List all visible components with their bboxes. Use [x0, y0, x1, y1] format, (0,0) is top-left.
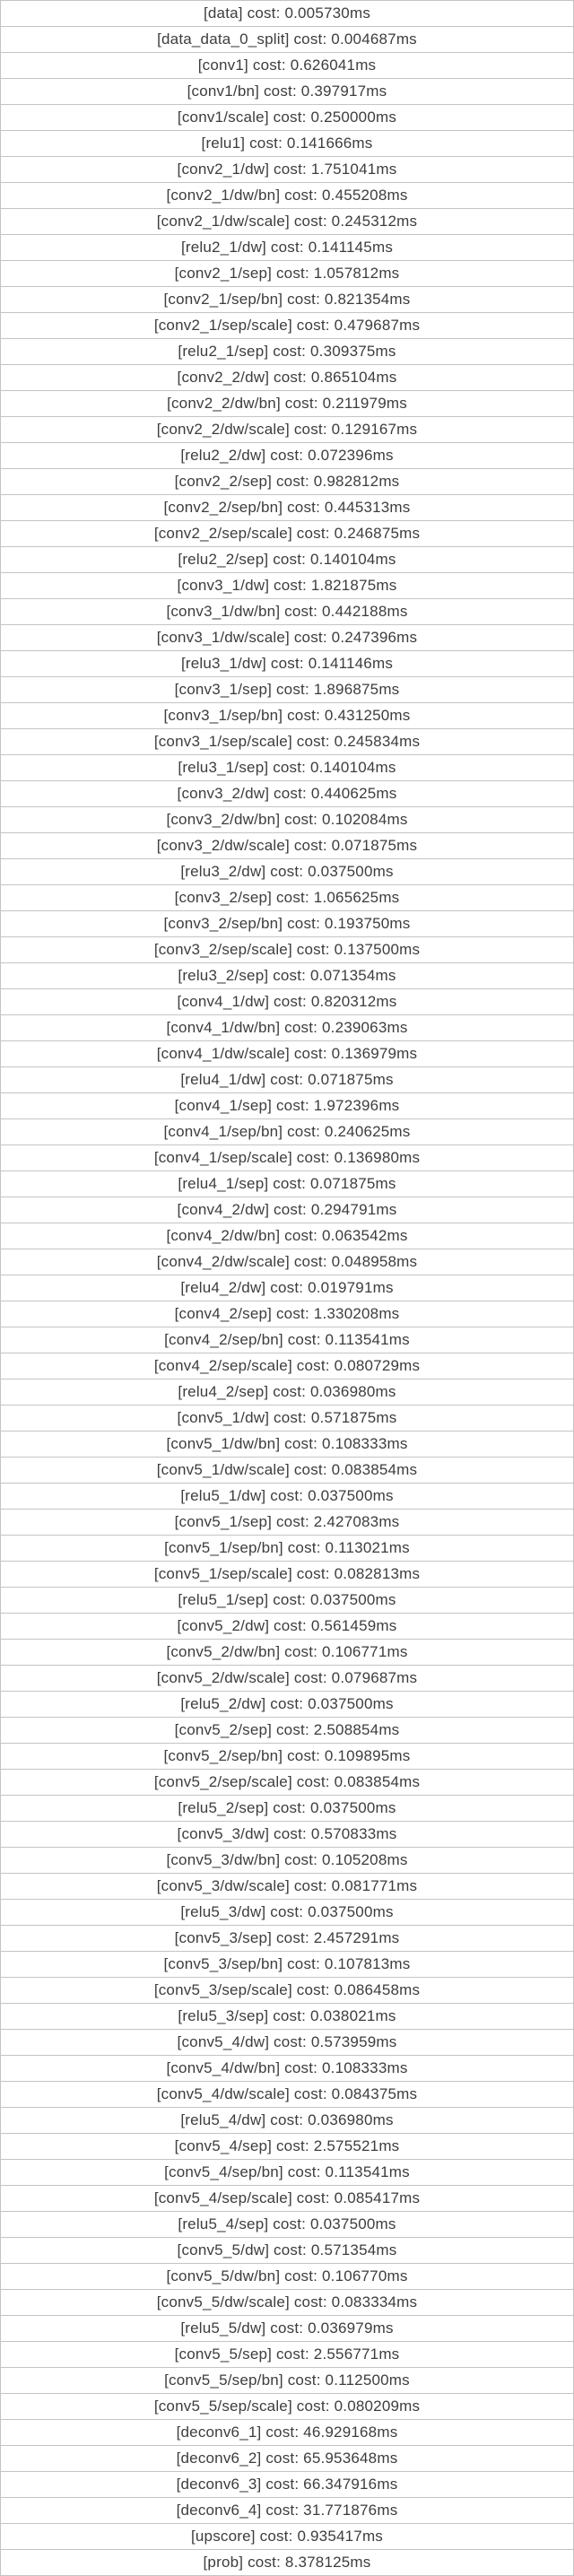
cost-row [0, 2133, 574, 2160]
cost-row-label: [conv2_2/sep/bn] cost: 0.445313ms [163, 499, 411, 516]
cost-row [0, 2159, 574, 2186]
cost-row-label: [relu5_1/dw] cost: 0.037500ms [180, 1487, 394, 1504]
cost-row [0, 2471, 574, 2498]
cost-row [0, 338, 574, 365]
cost-row [0, 1821, 574, 1848]
cost-row-label: [conv5_2/dw] cost: 0.561459ms [177, 1617, 397, 1634]
cost-row [0, 286, 574, 313]
cost-row-label: [conv4_1/dw/scale] cost: 0.136979ms [156, 1045, 418, 1062]
cost-row [0, 130, 574, 157]
cost-row [0, 260, 574, 287]
cost-row-label: [conv3_1/dw] cost: 1.821875ms [177, 577, 397, 594]
cost-row-label: [relu4_2/sep] cost: 0.036980ms [178, 1383, 396, 1400]
cost-row [0, 858, 574, 885]
cost-row [0, 1092, 574, 1119]
cost-row-label: [conv3_2/sep/scale] cost: 0.137500ms [153, 941, 421, 958]
cost-row [0, 1014, 574, 1041]
cost-row [0, 1639, 574, 1666]
cost-row-label: [deconv6_4] cost: 31.771876ms [176, 2502, 398, 2519]
cost-row [0, 2393, 574, 2420]
cost-row [0, 364, 574, 391]
cost-row-label: [deconv6_3] cost: 66.347916ms [176, 2476, 398, 2493]
cost-row [0, 910, 574, 937]
cost-row-label: [conv5_2/sep/bn] cost: 0.109895ms [163, 1747, 411, 1764]
cost-row-label: [conv5_3/sep/bn] cost: 0.107813ms [163, 1955, 411, 1972]
cost-row [0, 2497, 574, 2524]
cost-row [0, 2003, 574, 2030]
cost-row-label: [conv5_3/dw/scale] cost: 0.081771ms [156, 1877, 418, 1894]
cost-row [0, 1587, 574, 1614]
cost-row [0, 1509, 574, 1536]
cost-row-label: [conv1/scale] cost: 0.250000ms [177, 109, 397, 126]
cost-row-label: [data_data_0_split] cost: 0.004687ms [157, 30, 417, 48]
cost-row-label: [conv2_1/dw/scale] cost: 0.245312ms [156, 213, 418, 230]
cost-row-label: [conv5_2/dw/scale] cost: 0.079687ms [156, 1669, 418, 1686]
cost-row [0, 52, 574, 79]
cost-row-label: [conv5_2/sep] cost: 2.508854ms [174, 1721, 400, 1738]
cost-row [0, 884, 574, 911]
cost-row-label: [conv3_2/dw/scale] cost: 0.071875ms [156, 837, 418, 854]
cost-row-label: [upscore] cost: 0.935417ms [190, 2528, 384, 2545]
cost-row-label: [conv5_5/sep/bn] cost: 0.112500ms [164, 2371, 410, 2389]
cost-row [0, 1561, 574, 1588]
cost-row-label: [relu4_1/dw] cost: 0.071875ms [180, 1071, 394, 1088]
cost-row-label: [relu3_2/sep] cost: 0.071354ms [178, 967, 396, 984]
cost-row [0, 754, 574, 781]
cost-row [0, 2445, 574, 2472]
cost-row-label: [prob] cost: 8.378125ms [203, 2554, 371, 2571]
cost-row-label: [relu2_2/sep] cost: 0.140104ms [178, 551, 396, 568]
cost-row [0, 1327, 574, 1353]
cost-row-label: [conv1/bn] cost: 0.397917ms [187, 83, 387, 100]
cost-row-label: [conv3_2/dw/bn] cost: 0.102084ms [166, 811, 408, 828]
cost-row-label: [conv4_2/dw] cost: 0.294791ms [177, 1201, 397, 1218]
cost-row-label: [conv5_1/dw] cost: 0.571875ms [177, 1409, 397, 1426]
cost-row [0, 1353, 574, 1379]
cost-row [0, 1457, 574, 1484]
cost-row [0, 1171, 574, 1197]
cost-row [0, 702, 574, 729]
cost-row [0, 1118, 574, 1145]
cost-row [0, 1873, 574, 1900]
cost-row [0, 2185, 574, 2212]
cost-row [0, 624, 574, 651]
cost-row [0, 104, 574, 131]
cost-row [0, 416, 574, 443]
cost-row [0, 650, 574, 677]
cost-row-label: [conv5_3/dw] cost: 0.570833ms [177, 1825, 397, 1842]
cost-row [0, 2315, 574, 2342]
cost-row [0, 442, 574, 469]
cost-row [0, 1691, 574, 1718]
cost-row-label: [conv5_1/dw/bn] cost: 0.108333ms [166, 1435, 408, 1452]
cost-row [0, 2237, 574, 2264]
cost-row [0, 494, 574, 521]
cost-row [0, 832, 574, 859]
cost-row-label: [conv2_1/dw] cost: 1.751041ms [177, 161, 397, 178]
cost-row [0, 1899, 574, 1926]
cost-row-label: [conv2_1/dw/bn] cost: 0.455208ms [166, 187, 408, 204]
cost-row [0, 1951, 574, 1978]
cost-row-label: [relu5_4/sep] cost: 0.037500ms [178, 2215, 396, 2232]
cost-row-label: [conv1] cost: 0.626041ms [197, 57, 377, 74]
cost-row-label: [conv5_3/sep] cost: 2.457291ms [174, 1929, 400, 1946]
cost-row-label: [conv4_2/sep] cost: 1.330208ms [174, 1305, 400, 1322]
cost-row-label: [conv3_2/sep] cost: 1.065625ms [174, 889, 400, 906]
cost-row [0, 1405, 574, 1432]
cost-row-label: [conv3_1/sep/bn] cost: 0.431250ms [163, 707, 411, 724]
cost-row-label: [conv4_2/dw/bn] cost: 0.063542ms [166, 1227, 408, 1244]
cost-row-label: [conv3_1/dw/scale] cost: 0.247396ms [156, 629, 418, 646]
cost-row-label: [conv5_1/sep/scale] cost: 0.082813ms [153, 1565, 421, 1582]
cost-row-label: [conv3_2/sep/bn] cost: 0.193750ms [163, 915, 411, 932]
cost-row [0, 2211, 574, 2238]
cost-row-label: [conv4_1/sep] cost: 1.972396ms [174, 1097, 400, 1114]
cost-row-label: [conv3_2/dw] cost: 0.440625ms [177, 785, 397, 802]
cost-row-label: [conv5_5/dw] cost: 0.571354ms [177, 2241, 397, 2258]
cost-row [0, 1223, 574, 1249]
cost-row [0, 2055, 574, 2082]
cost-row [0, 26, 574, 53]
cost-row [0, 1613, 574, 1640]
cost-row-label: [conv4_1/sep/scale] cost: 0.136980ms [153, 1149, 421, 1166]
cost-row-label: [relu3_2/dw] cost: 0.037500ms [180, 863, 394, 880]
cost-row-label: [conv2_2/sep] cost: 0.982812ms [174, 473, 400, 490]
cost-row [0, 1144, 574, 1171]
cost-row [0, 182, 574, 209]
cost-row-label: [relu4_2/dw] cost: 0.019791ms [180, 1279, 394, 1296]
cost-row [0, 1249, 574, 1275]
cost-row-label: [conv2_2/dw/scale] cost: 0.129167ms [156, 421, 418, 438]
cost-row-label: [relu5_2/dw] cost: 0.037500ms [180, 1695, 394, 1712]
cost-row-label: [conv5_5/dw/scale] cost: 0.083334ms [156, 2293, 418, 2311]
cost-row-label: [conv5_5/sep] cost: 2.556771ms [174, 2345, 400, 2363]
cost-row [0, 1431, 574, 1458]
cost-row-label: [conv5_4/dw/bn] cost: 0.108333ms [166, 2059, 408, 2076]
cost-row-label: [relu5_3/dw] cost: 0.037500ms [180, 1903, 394, 1920]
cost-row-label: [relu5_5/dw] cost: 0.036979ms [180, 2319, 394, 2337]
cost-row [0, 1925, 574, 1952]
cost-row [0, 1743, 574, 1770]
cost-row [0, 2029, 574, 2056]
cost-row-label: [relu3_1/sep] cost: 0.140104ms [178, 759, 396, 776]
cost-row-label: [conv4_1/sep/bn] cost: 0.240625ms [163, 1123, 411, 1140]
cost-row-label: [conv2_2/sep/scale] cost: 0.246875ms [153, 525, 421, 542]
cost-row-label: [conv4_2/sep/scale] cost: 0.080729ms [153, 1357, 421, 1374]
cost-row [0, 2081, 574, 2108]
cost-row-label: [conv5_1/dw/scale] cost: 0.083854ms [156, 1461, 418, 1478]
cost-row-label: [conv5_4/sep/scale] cost: 0.085417ms [153, 2189, 421, 2206]
cost-row [0, 78, 574, 105]
cost-row-label: [relu4_1/sep] cost: 0.071875ms [178, 1175, 396, 1192]
cost-row [0, 390, 574, 417]
cost-row-label: [conv2_2/dw] cost: 0.865104ms [177, 369, 397, 386]
cost-row-label: [conv4_1/dw/bn] cost: 0.239063ms [166, 1019, 408, 1036]
cost-row-label: [relu5_2/sep] cost: 0.037500ms [178, 1799, 396, 1816]
cost-row [0, 0, 574, 27]
cost-row [0, 2107, 574, 2134]
cost-row-label: [conv2_2/dw/bn] cost: 0.211979ms [167, 395, 407, 412]
cost-row-label: [relu2_1/sep] cost: 0.309375ms [178, 343, 396, 360]
cost-row-label: [conv3_1/sep/scale] cost: 0.245834ms [153, 733, 421, 750]
cost-row-label: [relu5_3/sep] cost: 0.038021ms [178, 2007, 396, 2024]
cost-row-label: [conv3_1/dw/bn] cost: 0.442188ms [166, 603, 408, 620]
cost-row [0, 1847, 574, 1874]
cost-row [0, 1197, 574, 1223]
cost-row-label: [conv2_1/sep/scale] cost: 0.479687ms [153, 317, 421, 334]
cost-row [0, 1379, 574, 1405]
cost-row-label: [conv5_3/sep/scale] cost: 0.086458ms [153, 1981, 421, 1998]
cost-row [0, 962, 574, 989]
cost-row-label: [conv4_1/dw] cost: 0.820312ms [177, 993, 397, 1010]
cost-row-label: [conv5_5/sep/scale] cost: 0.080209ms [153, 2398, 421, 2415]
cost-row [0, 1066, 574, 1093]
cost-row [0, 1040, 574, 1067]
cost-row-label: [conv5_4/dw/scale] cost: 0.084375ms [156, 2085, 418, 2102]
cost-row-label: [relu5_1/sep] cost: 0.037500ms [178, 1591, 396, 1608]
cost-row-label: [conv5_1/sep] cost: 2.427083ms [174, 1513, 400, 1530]
cost-row-label: [relu1] cost: 0.141666ms [201, 135, 373, 152]
cost-row-label: [relu2_2/dw] cost: 0.072396ms [180, 447, 394, 464]
cost-row [0, 1301, 574, 1327]
cost-row-label: [conv5_4/sep/bn] cost: 0.113541ms [164, 2163, 410, 2180]
cost-row-label: [data] cost: 0.005730ms [203, 4, 371, 22]
cost-row-label: [conv5_2/sep/scale] cost: 0.083854ms [153, 1773, 421, 1790]
cost-row-label: [conv5_4/dw] cost: 0.573959ms [177, 2033, 397, 2050]
cost-row [0, 1665, 574, 1692]
cost-row [0, 1977, 574, 2004]
cost-row-label: [conv4_2/sep/bn] cost: 0.113541ms [164, 1331, 410, 1348]
cost-row-label: [deconv6_2] cost: 65.953648ms [176, 2450, 398, 2467]
cost-row-label: [conv3_1/sep] cost: 1.896875ms [174, 681, 400, 698]
cost-row-label: [conv5_2/dw/bn] cost: 0.106771ms [166, 1643, 408, 1660]
cost-row [0, 520, 574, 547]
cost-row-label: [relu5_4/dw] cost: 0.036980ms [180, 2111, 394, 2128]
cost-row [0, 1795, 574, 1822]
cost-row [0, 2549, 574, 2576]
cost-row [0, 988, 574, 1015]
cost-row-label: [conv4_2/dw/scale] cost: 0.048958ms [156, 1253, 418, 1270]
cost-row [0, 2289, 574, 2316]
cost-row [0, 936, 574, 963]
cost-row-label: [relu3_1/dw] cost: 0.141146ms [180, 655, 394, 672]
cost-row-label: [conv2_1/sep] cost: 1.057812ms [174, 265, 400, 282]
cost-row [0, 2341, 574, 2368]
cost-row-label: [deconv6_1] cost: 46.929168ms [176, 2424, 398, 2441]
cost-row [0, 780, 574, 807]
cost-row [0, 2263, 574, 2290]
cost-row [0, 1769, 574, 1796]
cost-row-label: [relu2_1/dw] cost: 0.141145ms [180, 239, 394, 256]
cost-row [0, 546, 574, 573]
cost-row [0, 208, 574, 235]
cost-row [0, 598, 574, 625]
cost-row-label: [conv5_3/dw/bn] cost: 0.105208ms [166, 1851, 408, 1868]
cost-row [0, 156, 574, 183]
cost-row [0, 572, 574, 599]
cost-row [0, 234, 574, 261]
cost-row [0, 806, 574, 833]
cost-row-label: [conv5_4/sep] cost: 2.575521ms [174, 2137, 400, 2154]
cost-row [0, 312, 574, 339]
cost-row [0, 1535, 574, 1562]
cost-row-label: [conv5_1/sep/bn] cost: 0.113021ms [164, 1539, 410, 1556]
cost-row [0, 728, 574, 755]
cost-row-label: [conv2_1/sep/bn] cost: 0.821354ms [163, 291, 411, 308]
cost-row [0, 2367, 574, 2394]
cost-row-label: [conv5_5/dw/bn] cost: 0.106770ms [166, 2267, 408, 2284]
cost-row [0, 468, 574, 495]
cost-row [0, 676, 574, 703]
cost-row [0, 2419, 574, 2446]
cost-row [0, 1717, 574, 1744]
cost-row [0, 2523, 574, 2550]
cost-row [0, 1483, 574, 1510]
cost-row [0, 1275, 574, 1301]
